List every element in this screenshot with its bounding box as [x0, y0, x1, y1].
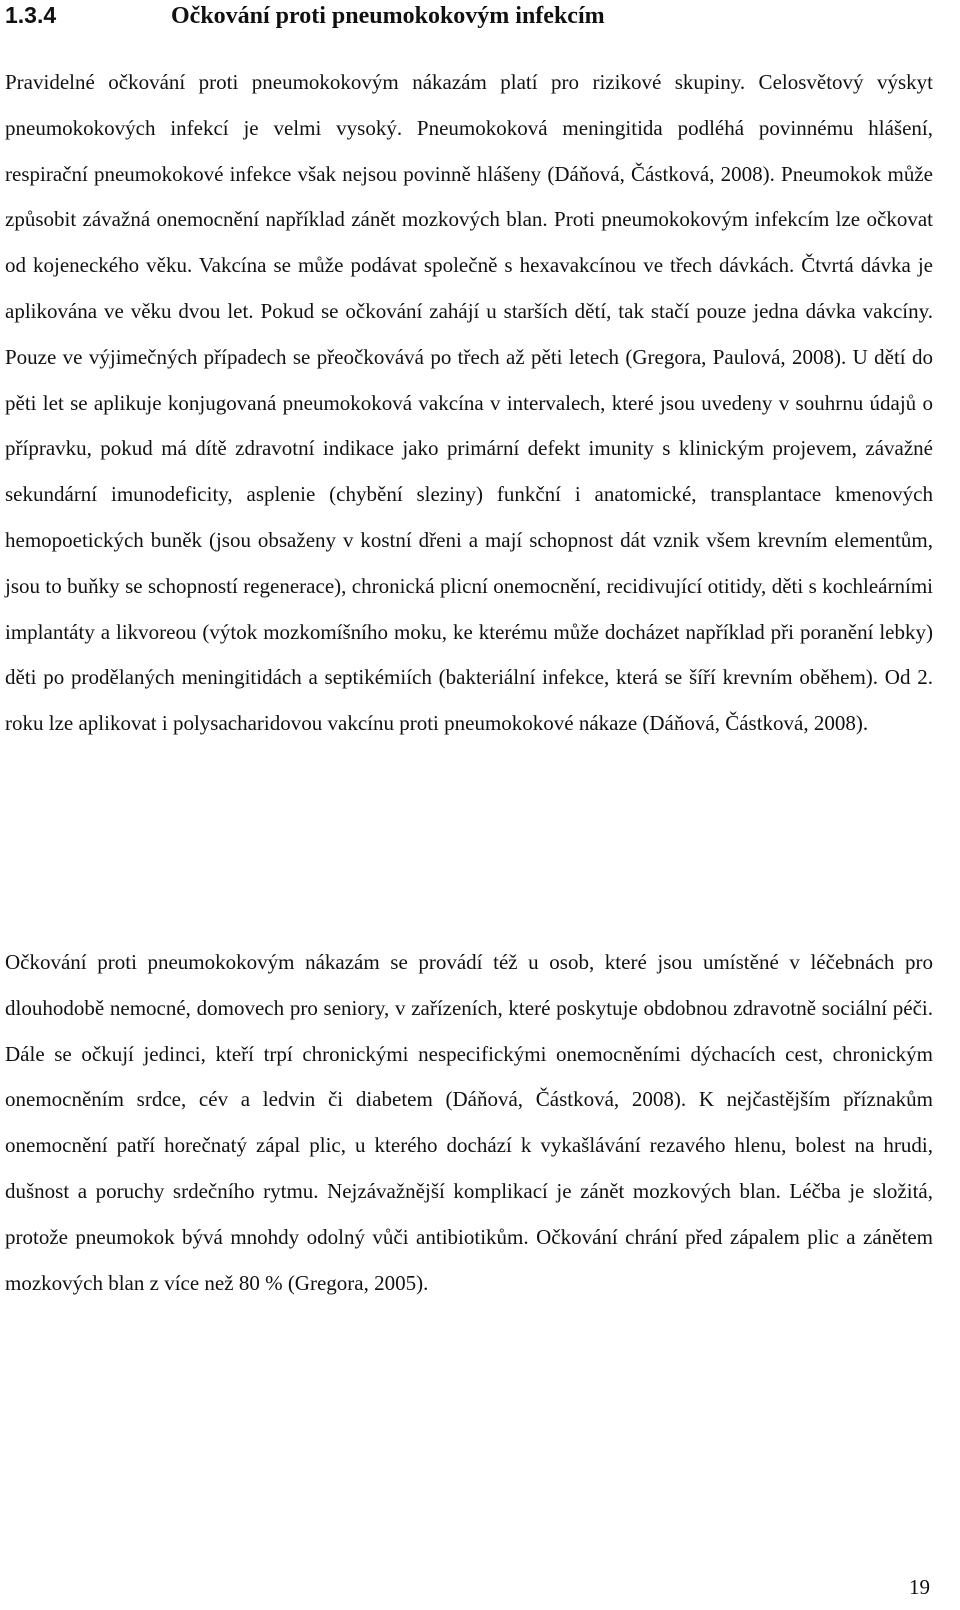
body-paragraph: Pravidelné očkování proti pneumokokovým nákazám platí pro rizikové skupiny. Celosvětový výskyt pneumokokových infekcí je velmi vysoký. Pneumokoková meningitida podléhá povinnému hlášení, respirační pneumokokové infekce však nejsou povinně hlášeny (Dáňová, Částková, 2008). Pneumokok může způsobit závažná onemocnění například zánět mozkových blan. Proti pneumokokovým infekcím lze očkovat od kojeneckého věku. Vakcína se může podávat společně s hexavakcínou ve třech dávkách. Čtvrtá dávka je aplikována ve věku dvou let. Pokud se očkování zahájí u starších dětí, tak stačí pouze jedna dávka vakcíny. Pouze ve výjimečných případech se přeočkovává po třech až pěti letech (Gregora, Paulová, 2008). U dětí do pěti let se aplikuje konjugovaná pneumokoková vakcína v intervalech, které jsou uvedeny v souhrnu údajů o přípravku, pokud má dítě zdravotní indikace jako primární defekt imunity s klinickým projevem, závažné sekundární imunodeficity, asplenie (chybění sleziny) funkční i anatomické, transplantace kmenových hemopoetických buněk (jsou obsaženy v kostní dřeni a mají schopnost dát vznik všem krevním elementům, jsou to buňky se schopností regenerace), chronická plicní onemocnění, recidivující otitidy, děti s kochleárními implantáty a likvoreou (výtok mozkomíšního moku, ke kterému může docházet například při poranění lebky) děti po prodělaných meningitidách a septikémiích (bakteriální infekce, která se šíří krevním oběhem). Od 2. roku lze aplikovat i polysacharidovou vakcínu proti pneumokokové nákaze (Dáňová, Částková, 2008).: [5, 70, 933, 736]
section-title: Očkování proti pneumokokovým infekcím: [171, 3, 605, 29]
section-number: 1.3.4: [5, 2, 57, 28]
section-heading: [5, 0, 945, 30]
body-paragraph: Očkování proti pneumokokovým nákazám se provádí též u osob, které jsou umístěné v léčebnách pro dlouhodobě nemocné, domovech pro seniory, v zařízeních, které poskytuje obdobnou zdravotně sociální péči. Dále se očkují jedinci, kteří trpí chronickými nespecifickými onemocněními dýchacích cest, chronickým onemocněním srdce, cév a ledvin či diabetem (Dáňová, Částková, 2008). K nejčastějším příznakům onemocnění patří horečnatý zápal plic, u kterého dochází k vykašlávání rezavého hlenu, bolest na hrudi, dušnost a poruchy srdečního rytmu. Nejzávažnější komplikací je zánět mozkových blan. Léčba je složitá, protože pneumokok bývá mnohdy odolný vůči antibiotikům. Očkování chrání před zápalem plic a zánětem mozkových blan z více než 80 % (Gregora, 2005).: [5, 950, 933, 1295]
page-number: 19: [909, 1575, 930, 1599]
